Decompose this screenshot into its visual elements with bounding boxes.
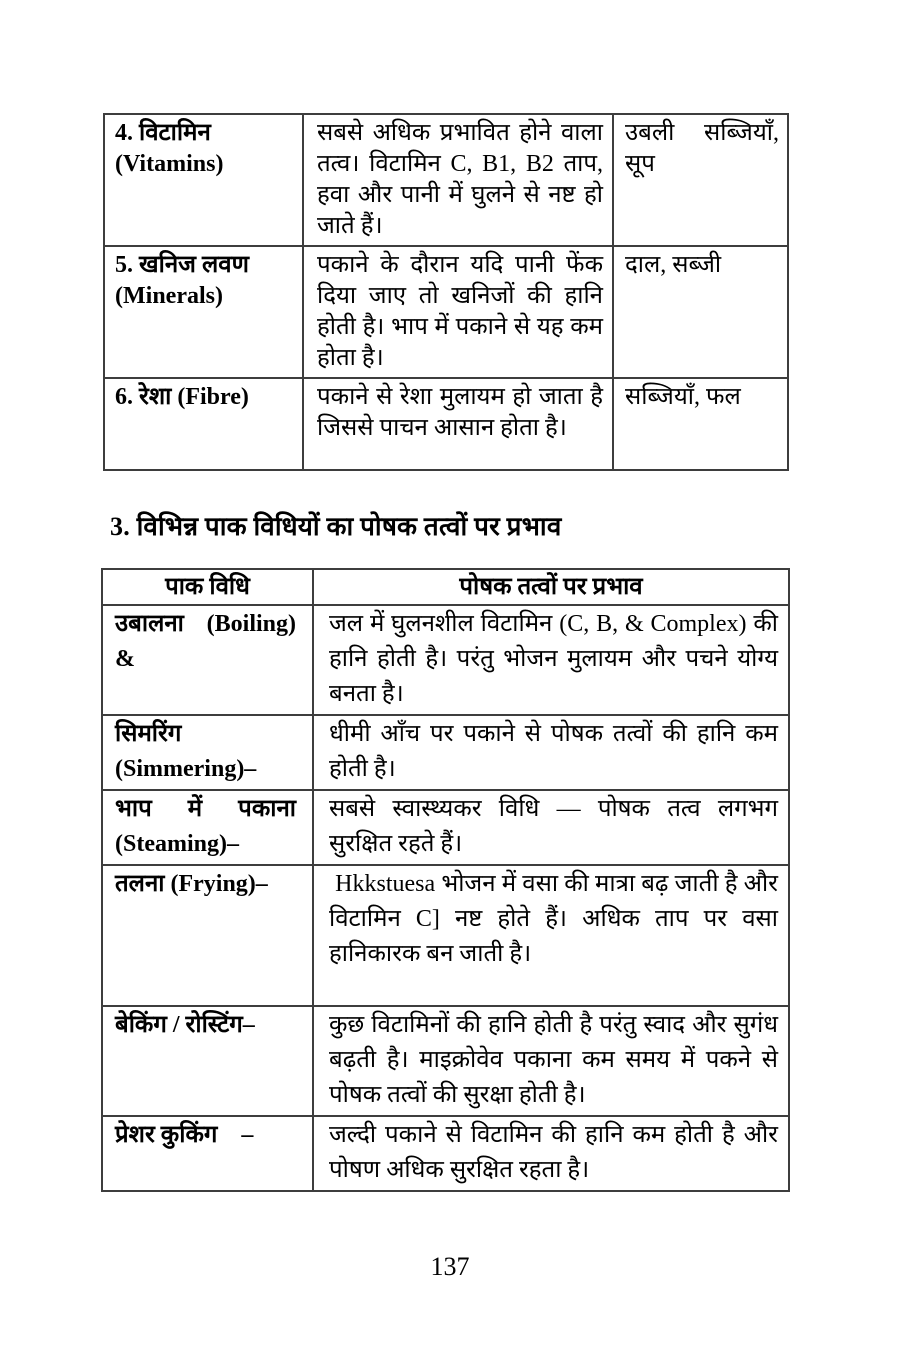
table-row — [102, 1116, 789, 1191]
table-row — [102, 865, 789, 1006]
column-header-method: पाक विधि — [102, 569, 313, 605]
nutrient-term: 6. रेशा (Fibre) — [104, 378, 303, 470]
method-effect: कुछ विटामिनों की हानि होती है परंतु स्वाद और सुगंध बढ़ती है। माइक्रोवेव पकाना कम समय में पकने से पोषक तत्वों की सुरक्षा होती है। — [313, 1006, 789, 1116]
nutrient-effect: सबसे अधिक प्रभावित होने वाला तत्व। विटामिन C, B1, B2 ताप, हवा और पानी में घुलने से नष्ट हो जाते हैं। — [303, 114, 613, 246]
nutrients-table — [103, 113, 789, 471]
section-heading: 3. विभिन्न पाक विधियों का पोषक तत्वों पर प्रभाव — [110, 512, 562, 541]
page-number: 137 — [430, 1252, 470, 1281]
nutrient-term: 5. खनिज लवण (Minerals) — [104, 246, 303, 378]
column-header-effect: पोषक तत्वों पर प्रभाव — [313, 569, 789, 605]
table-row — [104, 114, 788, 246]
cooking-methods-table — [101, 568, 790, 1192]
method-effect: जल्दी पकाने से विटामिन की हानि कम होती है और पोषण अधिक सुरक्षित रहता है। — [313, 1116, 789, 1191]
method-effect: Hkkstuesa भोजन में वसा की मात्रा बढ़ जाती है और विटामिन C] नष्ट होते हैं। अधिक ताप पर वसा हानिकारक बन जाती है। — [313, 865, 789, 1006]
table-row — [102, 605, 789, 715]
nutrient-effect: पकाने के दौरान यदि पानी फेंक दिया जाए तो खनिजों की हानि होती है। भाप में पकाने से यह कम होता है। — [303, 246, 613, 378]
table-row — [102, 1006, 789, 1116]
table-row — [104, 378, 788, 470]
nutrient-foods: सब्जियाँ, फल — [613, 378, 788, 470]
method-name: सिमरिंग (Simmering)– — [102, 715, 313, 790]
table-row — [102, 715, 789, 790]
method-effect: जल में घुलनशील विटामिन (C, B, & Complex) की हानि होती है। परंतु भोजन मुलायम और पचने योग्य बनता है। — [313, 605, 789, 715]
method-name: उबालना (Boiling) & — [102, 605, 313, 715]
table-header-row — [102, 569, 789, 605]
nutrient-term: 4. विटामिन (Vitamins) — [104, 114, 303, 246]
nutrient-foods: उबली सब्जियाँ, सूप — [613, 114, 788, 246]
nutrient-effect: पकाने से रेशा मुलायम हो जाता है जिससे पाचन आसान होता है। — [303, 378, 613, 470]
method-name: तलना (Frying)– — [102, 865, 313, 1006]
method-effect: सबसे स्वास्थ्यकर विधि — पोषक तत्व लगभग सुरक्षित रहते हैं। — [313, 790, 789, 865]
method-effect: धीमी आँच पर पकाने से पोषक तत्वों की हानि कम होती है। — [313, 715, 789, 790]
method-name: प्रेशर कुकिंग – — [102, 1116, 313, 1191]
method-name: बेकिंग / रोस्टिंग– — [102, 1006, 313, 1116]
method-name: भाप में पकाना (Steaming)– — [102, 790, 313, 865]
table-row — [102, 790, 789, 865]
table-row — [104, 246, 788, 378]
nutrient-foods: दाल, सब्जी — [613, 246, 788, 378]
